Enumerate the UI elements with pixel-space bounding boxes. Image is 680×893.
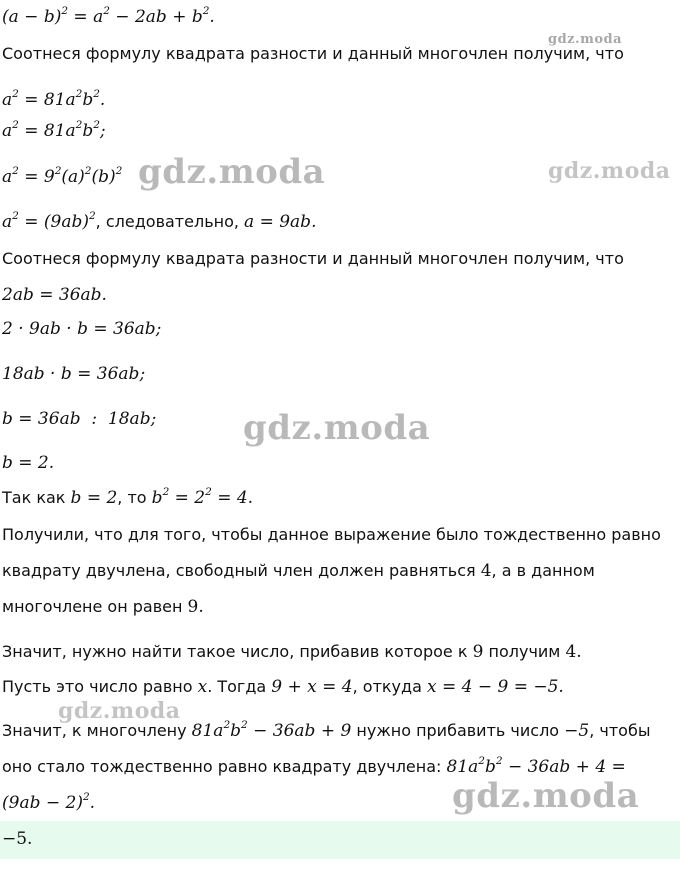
eq-18ab: 18ab · b = 36ab; bbox=[2, 364, 146, 384]
watermark: gdz.moda bbox=[138, 152, 326, 192]
text-intro-2: Соотнеся формулу квадрата разности и данный многочлен получим, что bbox=[2, 249, 624, 268]
eq-a2-3: $a^2 = 9^2(a)^2(b)^2$ bbox=[2, 165, 123, 187]
watermark: gdz.moda bbox=[548, 32, 623, 47]
eq-a2-4: $a^2 = (9ab)^2$, следовательно, a = 9ab. bbox=[2, 210, 317, 232]
text-final-2: оно стало тождественно равно квадрату двучлена: $81a^2b^2 - 36ab + 4$ = bbox=[2, 755, 626, 777]
text-let: Пусть это число равно x. Тогда 9 + x = 4, откуда x = 4 − 9 = −5. bbox=[2, 677, 564, 697]
text-conseq: , следовательно, bbox=[95, 212, 245, 231]
eq-a2-1: $a^2 = 81a^2b^2$. bbox=[2, 88, 106, 110]
text-got-1: Получили, что для того, чтобы данное выражение было тождественно равно bbox=[2, 525, 661, 544]
watermark: gdz.moda bbox=[243, 408, 431, 448]
eq-b-div: b = 36ab : 18ab; bbox=[2, 409, 157, 429]
watermark: gdz.moda bbox=[58, 698, 181, 724]
text-got-2: квадрату двучлена, свободный член должен равняться 4, а в данном bbox=[2, 561, 595, 581]
text-intro-1: Соотнеся формулу квадрата разности и данный многочлен получим, что bbox=[2, 44, 624, 63]
text-means: Значит, нужно найти такое число, прибавив которое к 9 получим 4. bbox=[2, 642, 582, 662]
eq-b-2: b = 2. bbox=[2, 453, 55, 473]
text-since: Так как b = 2, то $b^2 = 2^2 = 4$. bbox=[2, 486, 254, 508]
answer-box bbox=[0, 821, 680, 859]
eq-final-square: $(9ab - 2)^2$. bbox=[2, 791, 96, 813]
eq-a2-2: $a^2 = 81a^2b^2$; bbox=[2, 119, 106, 141]
text-final-1: Значит, к многочлену $81a^2b^2 - 36ab + 9$ нужно прибавить число −5, чтобы bbox=[2, 719, 651, 741]
watermark: gdz.moda bbox=[548, 158, 671, 184]
watermark: gdz.moda bbox=[452, 776, 640, 816]
formula-square-of-difference: $(a - b)^2 = a^2 - 2ab + b^2$. bbox=[2, 5, 215, 27]
answer-value: −5. bbox=[2, 829, 33, 849]
eq-2-9ab: 2 · 9ab · b = 36ab; bbox=[2, 319, 162, 339]
text-got-3: многочлене он равен 9. bbox=[2, 597, 204, 617]
eq-2ab: 2ab = 36ab. bbox=[2, 285, 107, 305]
